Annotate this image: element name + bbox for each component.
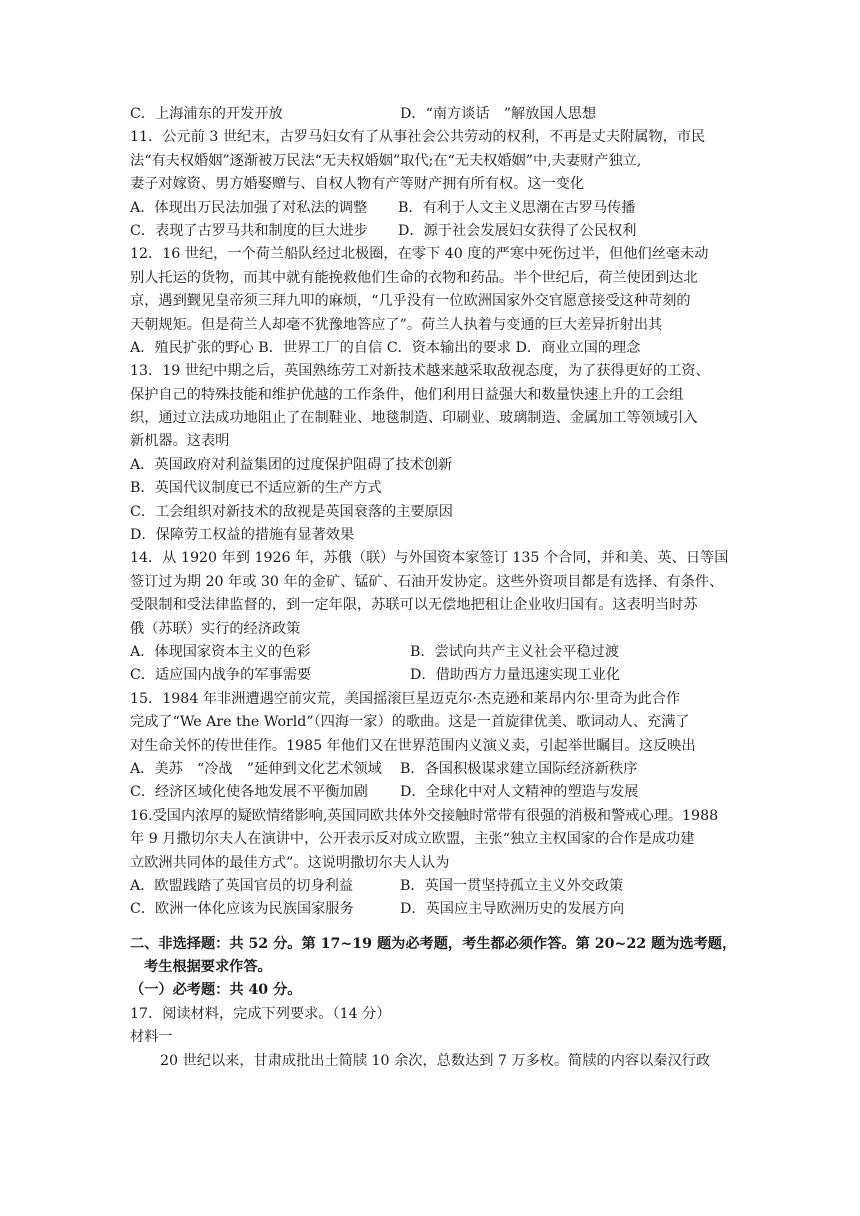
option-row — [130, 197, 742, 220]
question-stem-line: 妻子对嫁资、男方婚娶赠与、自权人物有产等财产拥有所有权。这一变化 — [130, 176, 585, 193]
question-stem-line: 受限制和受法律监督的，到一定年限，苏联可以无偿地把租让企业收归国有。这表明当时苏 — [130, 597, 698, 614]
option-c: C．欧洲一体化应该为民族国家服务 — [130, 901, 354, 918]
option-row — [130, 641, 742, 664]
question-stem-line: 别人托运的货物，而其中就有能挽救他们生命的衣物和药品。半个世纪后，荷兰使团到达北 — [130, 269, 698, 286]
question-stem: 17．阅读材料，完成下列要求。（14 分） — [130, 1005, 391, 1022]
question-stem-line: 14．从 1920 年到 1926 年，苏俄（联）与外国资本家签订 135 个合同，并和美、英、日等国 — [130, 550, 729, 567]
option-row — [130, 898, 742, 921]
question-stem-line: 保护自己的特殊技能和维护优越的工作条件，他们利用日益强大和数量快速上升的工会组 — [130, 386, 684, 403]
option-row — [130, 103, 742, 126]
question-17 — [130, 1003, 742, 1073]
question-stem-line: 京，遇到觐见皇帝须三拜九叩的麻烦，“几乎没有一位欧洲国家外交官愿意接受这种苛刻的 — [130, 293, 691, 310]
section-heading: 二、非选择题：共 52 分。第 17~19 题为必考题，考生都必须作答。第 20~22 题为选考题， — [130, 935, 737, 952]
section-2 — [130, 933, 742, 1003]
question-15 — [130, 688, 742, 805]
option-c: C．上海浦东的开发开放 — [130, 106, 283, 122]
option-a: A．体现国家资本主义的色彩 — [130, 643, 311, 660]
option-b: B．各国积极谋求建立国际经济新秩序 — [400, 760, 638, 777]
option-d: D．英国应主导欧洲历史的发展方向 — [400, 901, 625, 918]
option-d: D．全球化中对人文精神的塑造与发展 — [400, 784, 639, 801]
option-c: C．适应国内战争的军事需要 — [130, 667, 312, 684]
option-row — [130, 664, 742, 687]
option-d: D．“南方谈话 ”解放国人思想 — [400, 106, 597, 122]
option-row — [130, 758, 742, 781]
option-a: A．美苏 “冷战 ”延伸到文化艺术领域 — [130, 760, 382, 777]
question-stem-line: 年 9 月撒切尔夫人在演讲中，公开表示反对成立欧盟，主张“独立主权国家的合作是成功建 — [130, 831, 695, 848]
question-stem-line: 天朝规矩。但是荷兰人却毫不犹豫地答应了”。荷兰人执着与变通的巨大差异折射出其 — [130, 316, 663, 333]
option-d: D．借助西方力量迅速实现工业化 — [410, 667, 621, 684]
option-row — [130, 875, 742, 898]
question-stem-line: 法“有夫权婚姻”逐渐被万民法“无夫权婚姻”取代;在“无夫权婚姻”中,夫妻财产独立, — [130, 152, 642, 169]
material-text: 20 世纪以来，甘肃成批出土简牍 10 余次，总数达到 7 万多枚。简牍的内容以秦汉行政 — [160, 1052, 711, 1069]
question-stem-line: 完成了“We Are the World”（四海一家）的歌曲。这是一首旋律优美、歌词动人、充满了 — [130, 714, 690, 731]
option-c: C．表现了古罗马共和制度的巨大进步 — [130, 222, 368, 239]
material-label: 材料一 — [130, 1029, 173, 1046]
option-c: C．工会组织对新技术的敌视是英国衰落的主要原因 — [130, 503, 453, 520]
question-stem-line: 织，通过立法成功地阻止了在制鞋业、地毯制造、印刷业、玻璃制造、金属加工等领域引入 — [130, 410, 698, 427]
option-b: B．英国一贯坚持孤立主义外交政策 — [400, 877, 624, 894]
question-stem-line: 俄（苏联）实行的经济政策 — [130, 620, 301, 637]
options-line: A．殖民扩张的野心 B．世界工厂的自信 C．资本输出的要求 D．商业立国的理念 — [130, 339, 641, 356]
section-heading-cont: 考生根据要求作答。 — [144, 959, 272, 976]
option-d: D．保障劳工权益的措施有显著效果 — [130, 527, 355, 544]
question-stem-line: 15．1984 年非洲遭遇空前灾荒，美国摇滚巨星迈克尔·杰克逊和莱昂内尔·里奇为此合作 — [130, 690, 681, 707]
option-a: A．体现出万民法加强了对私法的调整 — [130, 199, 368, 216]
question-stem-line: 对生命关怀的传世佳作。1985 年他们又在世界范围内义演义卖，引起举世瞩目。这反映出 — [130, 737, 696, 754]
question-stem-line: 立欧洲共同体的最佳方式”。这说明撒切尔夫人认为 — [130, 854, 450, 871]
option-a: A．英国政府对利益集团的过度保护阻碍了技术创新 — [130, 456, 453, 473]
question-11 — [130, 126, 742, 243]
option-row — [130, 781, 742, 804]
question-stem-line: 13．19 世纪中期之后，英国熟练劳工对新技术越来越采取敌视态度，为了获得更好的工资、 — [130, 363, 710, 380]
option-b: B．尝试向共产主义社会平稳过渡 — [410, 643, 620, 660]
option-d: D．源于社会发展妇女获得了公民权利 — [398, 222, 637, 239]
option-c: C．经济区域化使各地发展不平衡加剧 — [130, 784, 368, 801]
question-stem-line: 12．16 世纪，一个荷兰船队经过北极圈，在零下 40 度的严寒中死伤过半，但他们丝毫未动 — [130, 246, 709, 263]
question-stem-line: 新机器。这表明 — [130, 433, 230, 450]
question-stem-line: 16.受国内浓厚的疑欧情绪影响,英国同欧共体外交接触时常带有很强的消极和警戒心理。1988 — [130, 807, 719, 824]
question-stem-line: 签订过为期 20 年或 30 年的金矿、锰矿、石油开发协定。这些外资项目都是有选择、有条件、 — [130, 573, 724, 590]
question-13 — [130, 360, 742, 547]
question-14 — [130, 547, 742, 687]
option-a: A．欧盟践踏了英国官员的切身利益 — [130, 877, 354, 894]
option-row — [130, 220, 742, 243]
sub-section-heading: （一）必考题：共 40 分。 — [130, 982, 302, 999]
option-b: B．英国代议制度已不适应新的生产方式 — [130, 480, 382, 497]
exam-page — [130, 103, 742, 1073]
question-16 — [130, 805, 742, 922]
question-12 — [130, 243, 742, 360]
question-stem-line: 11．公元前 3 世纪末，古罗马妇女有了从事社会公共劳动的权利，不再是丈夫附属物，市民 — [130, 129, 706, 146]
option-b: B．有利于人文主义思潮在古罗马传播 — [398, 199, 636, 216]
